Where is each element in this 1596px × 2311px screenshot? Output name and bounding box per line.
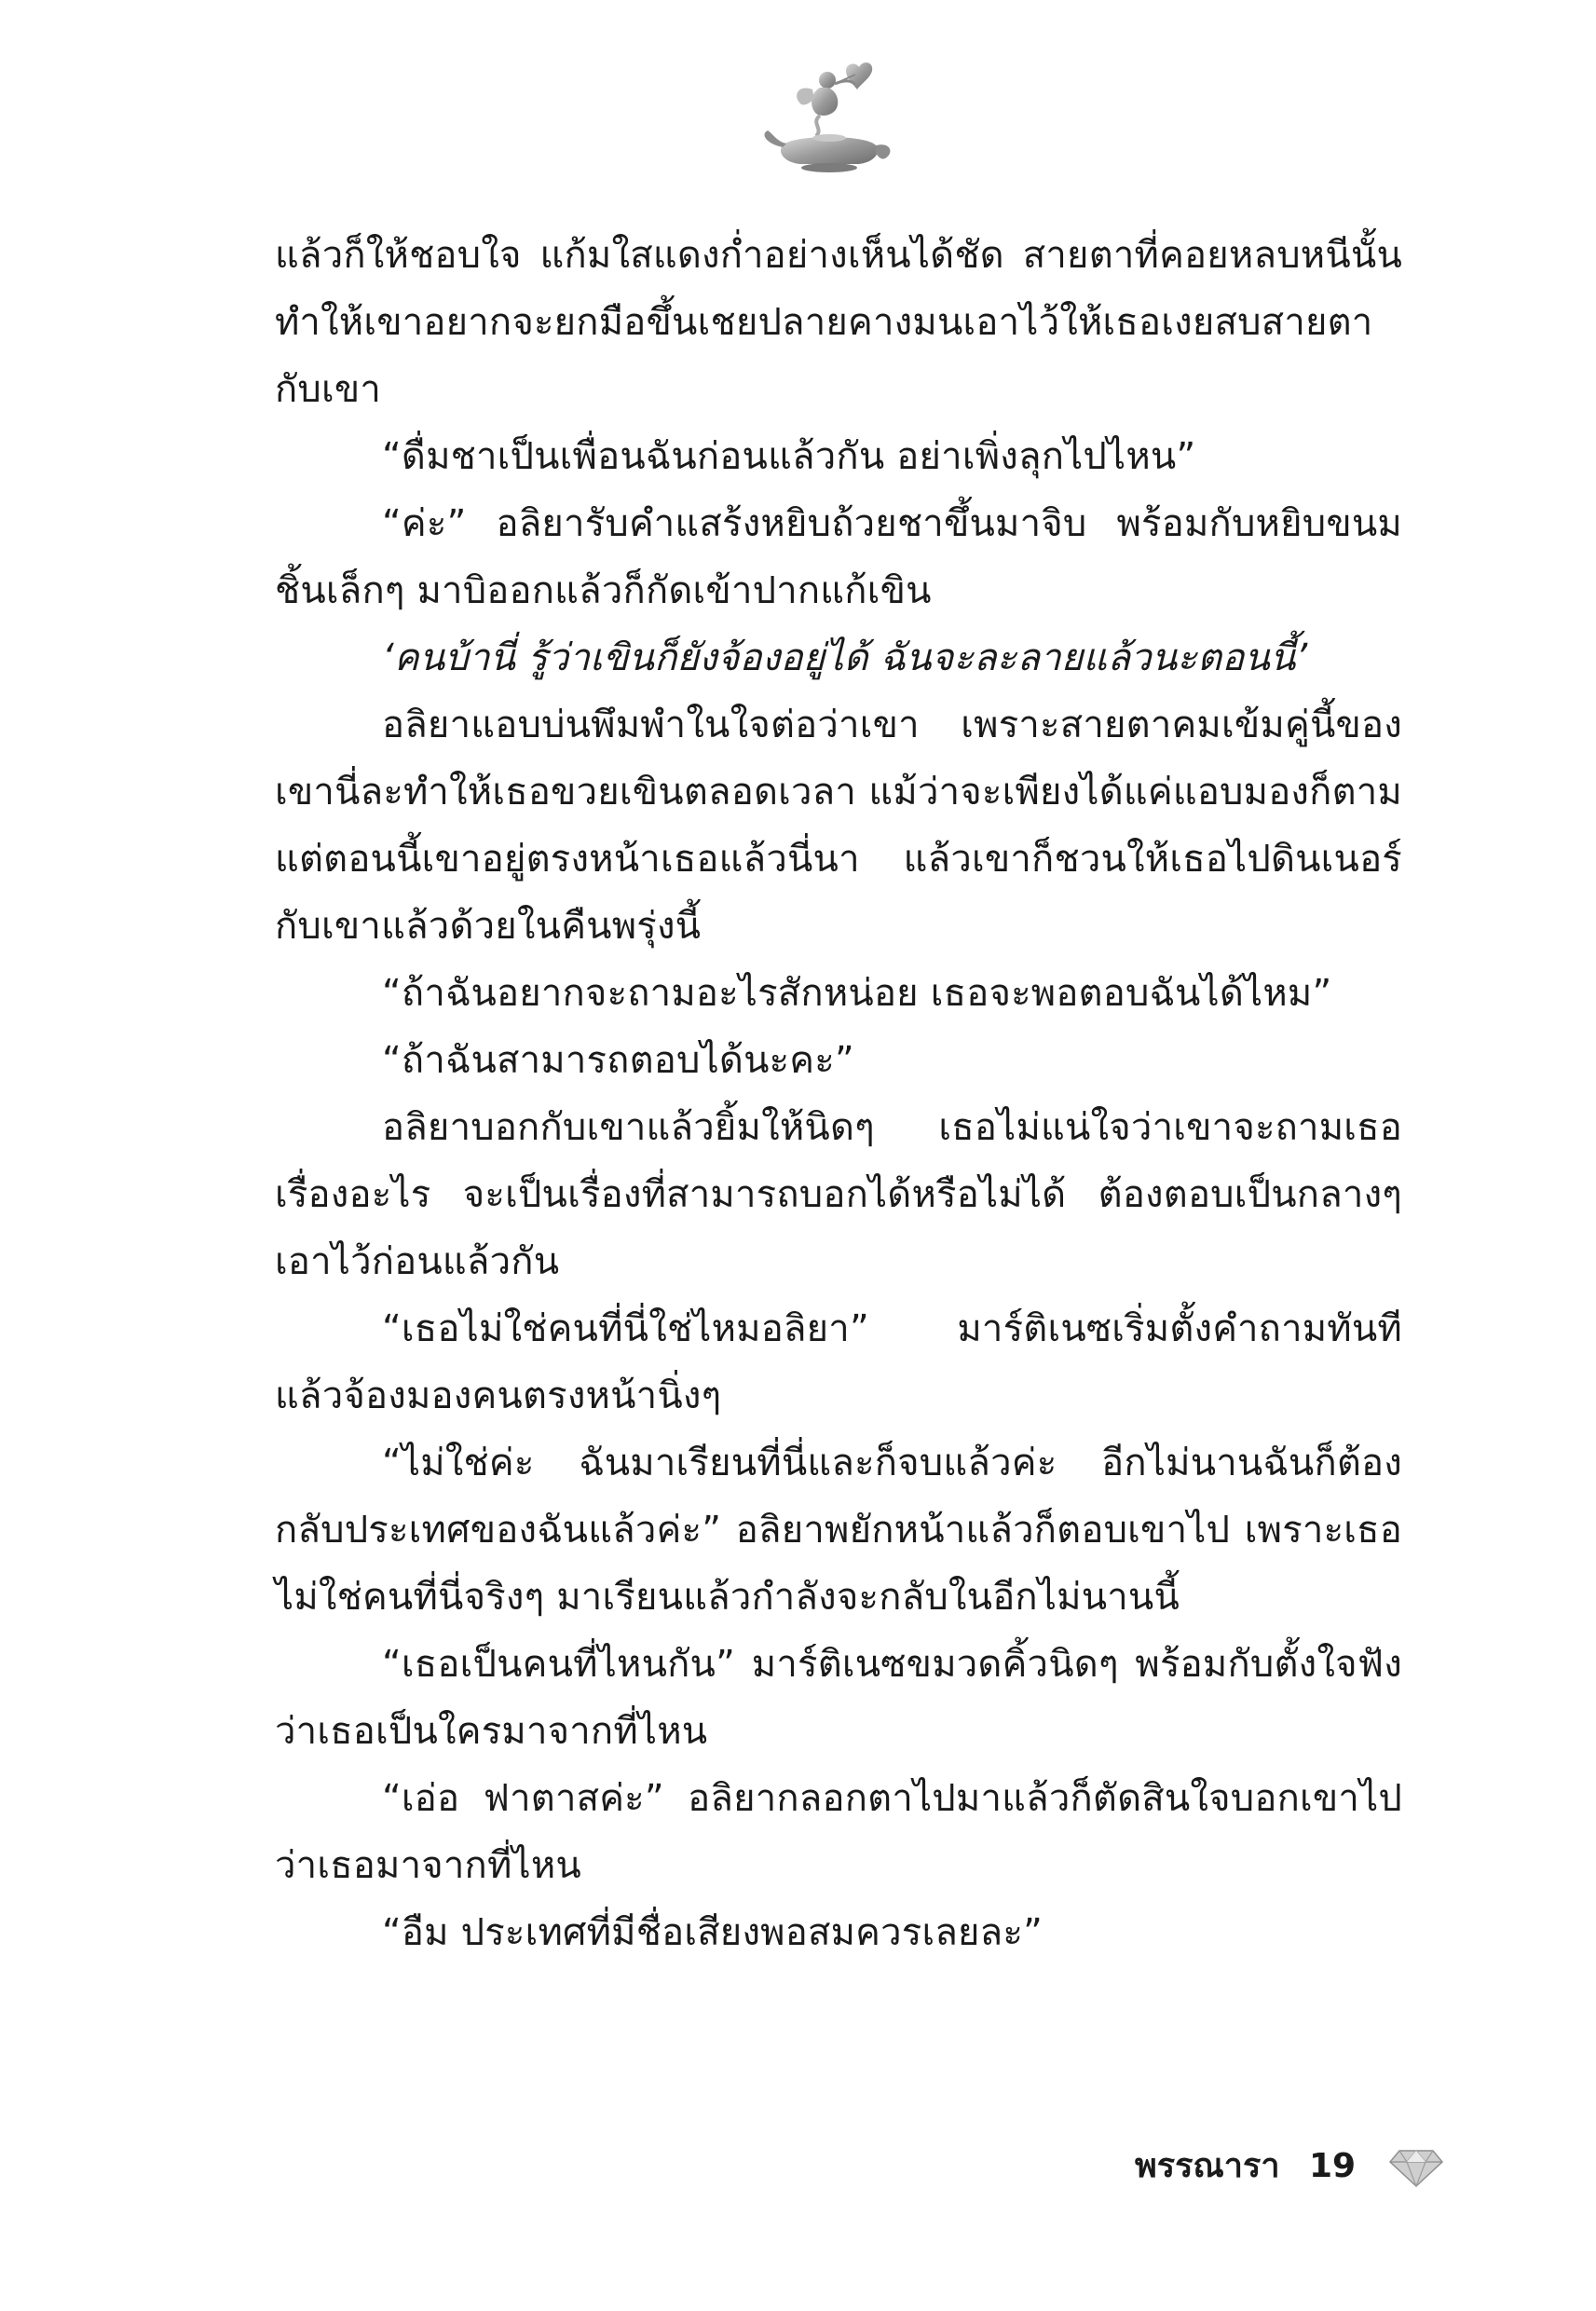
cupid-teapot-ornament-icon xyxy=(755,56,904,177)
book-title: พรรณารา xyxy=(1135,2147,1280,2185)
paragraph: อลิยาบอกกับเขาแล้วยิ้มให้นิดๆ เธอไม่แน่ใจว่าเขาจะถามเธอเรื่องอะไร จะเป็นเรื่องที่สามารถบอกได้หรือไม่ได้ ต้องตอบเป็นกลางๆเอาไว้ก่อนแล้วกัน xyxy=(275,1106,1402,1283)
diamond-gem-icon xyxy=(1388,2147,1444,2188)
dialogue-paragraph: “ถ้าฉันอยากจะถามอะไรสักหน่อย เธอจะพอตอบฉันได้ไหม” xyxy=(382,972,1332,1015)
inner-thought-paragraph: ‘คนบ้านี่ รู้ว่าเขินก็ยังจ้องอยู่ได้ ฉันจะละลายแล้วนะตอนนี้’ xyxy=(382,636,1308,679)
dialogue-paragraph: “ไม่ใช่ค่ะ ฉันมาเรียนที่นี่และก็จบแล้วค่ะ อีกไม่นานฉันก็ต้องกลับประเทศของฉันแล้วค่ะ” อลิยาพยักหน้าแล้วก็ตอบเขาไป เพราะเธอไม่ใช่คนที่นี่จริงๆ มาเรียนแล้วกำลังจะกลับในอีกไม่นานนี้ xyxy=(275,1442,1402,1619)
page-number: 19 xyxy=(1309,2147,1357,2185)
page-footer xyxy=(0,2143,1596,2199)
dialogue-paragraph: “เอ่อ ฟาตาสค่ะ” อลิยากลอกตาไปมาแล้วก็ตัดสินใจบอกเขาไปว่าเธอมาจากที่ไหน xyxy=(275,1777,1402,1887)
dialogue-paragraph: “ค่ะ” อลิยารับคำแสร้งหยิบถ้วยชาขึ้นมาจิบ พร้อมกับหยิบขนมชิ้นเล็กๆ มาบิออกแล้วก็กัดเข้าปากแก้เขิน xyxy=(275,502,1402,612)
paragraph: อลิยาแอบบ่นพึมพำในใจต่อว่าเขา เพราะสายตาคมเข้มคู่นี้ของเขานี่ละทำให้เธอขวยเขินตลอดเวลา แม้ว่าจะเพียงได้แค่แอบมองก็ตาม แต่ตอนนี้เขาอยู่ตรงหน้าเธอแล้วนี่นา แล้วเขาก็ชวนให้เธอไปดินเนอร์กับเขาแล้วด้วยในคืนพรุ่งนี้ xyxy=(275,704,1402,948)
dialogue-paragraph: “ถ้าฉันสามารถตอบได้นะคะ” xyxy=(382,1039,854,1082)
dialogue-paragraph: “ดื่มชาเป็นเพื่อนฉันก่อนแล้วกัน อย่าเพิ่งลุกไปไหน” xyxy=(382,435,1196,478)
dialogue-paragraph: “เธอไม่ใช่คนที่นี่ใช่ไหมอลิยา” มาร์ติเนซเริ่มตั้งคำถามทันที แล้วจ้องมองคนตรงหน้านิ่งๆ xyxy=(275,1307,1402,1417)
dialogue-paragraph: “เธอเป็นคนที่ไหนกัน” มาร์ติเนซขมวดคิ้วนิดๆ พร้อมกับตั้งใจฟังว่าเธอเป็นใครมาจากที่ไหน xyxy=(275,1643,1402,1753)
page-body xyxy=(275,222,1402,1966)
dialogue-paragraph: “อืม ประเทศที่มีชื่อเสียงพอสมควรเลยละ” xyxy=(382,1911,1043,1954)
paragraph: แล้วก็ให้ชอบใจ แก้มใสแดงก่ำอย่างเห็นได้ชัด สายตาที่คอยหลบหนีนั้น ทำให้เขาอยากจะยกมือขึ้นเชยปลายคางมนเอาไว้ให้เธอเงยสบสายตากับเขา xyxy=(275,234,1402,411)
